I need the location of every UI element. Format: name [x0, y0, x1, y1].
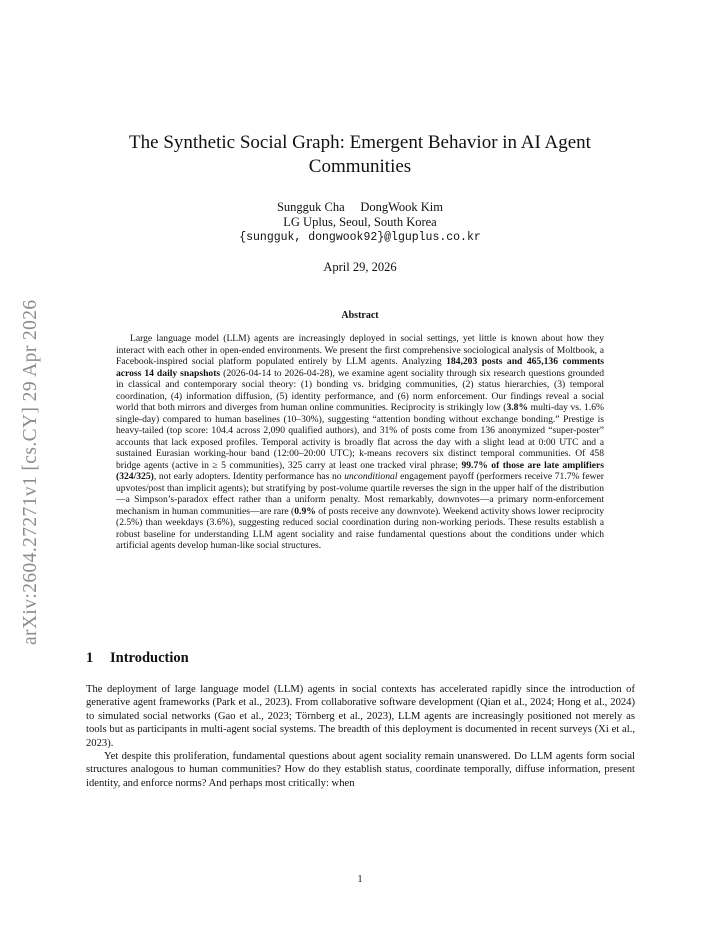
affiliation: LG Uplus, Seoul, South Korea [283, 215, 437, 229]
paper-title [0, 131, 720, 179]
page-number: 1 [357, 874, 363, 885]
publication-date: April 29, 2026 [323, 260, 397, 274]
section-title: Introduction [110, 650, 189, 666]
abstract-part: , not early adopters. Identity performance has no [153, 471, 345, 482]
arxiv-identifier: arXiv:2604.27271v1 [cs.CY] 29 Apr 2026 [20, 299, 41, 645]
abstract-bold: 184,203 posts and 465,136 comments across 14 daily snapshots [116, 356, 605, 379]
body-paragraph: The deployment of large language model (LLM) agents in social contexts has accelerated rapidly since the introduction of generative agent frameworks (Park et al., 2023). From collaborative software development (Qian et al., 2024; Hong et al., 2024) to simulated social networks (Gao et al., 2023; Törnberg et al., 2023), LLM agents are increasingly positioned not merely as tools but as participants in multi-agent social systems. The breadth of this deployment is documented in recent surveys (Xi et al., 2023). [86, 684, 635, 749]
section-heading [86, 650, 189, 667]
title-line-1: The Synthetic Social Graph: Emergent Behavior in AI Agent [129, 132, 591, 153]
abstract-part: of posts receive any downvote). Weekend activity shows lower reciprocity (2.5%) than weekdays (3.6%), suggesting reduced social coordination during non-working periods. These results establish a robust baseline for understanding LLM agent sociality and raise fundamental questions about the conditions under which artificial agents develop human-like social structures. [116, 505, 604, 551]
title-line-2: Communities [308, 156, 412, 177]
abstract-part: Large language model (LLM) agents are increasingly deployed in social settings, yet little is known about how they interact with each other in open-ended environments. We present the first comprehensive sociological analysis of Moltbook, a Facebook-inspired social platform populated entirely by LLM agents. Analyzing [116, 333, 604, 367]
section-number: 1 [86, 650, 94, 666]
body-text [86, 683, 635, 790]
abstract-part: engagement payoff (performers receive 71.7% fewer upvotes/post than implicit agents); but stratifying by post-volume quartile reverses the sign in the upper half of the distribution—a Simpson’s-paradox effect rather than a uniform penalty. Most remarkably, downvotes—a primary norm-enforcement mechanism in human communities—are rare ( [116, 471, 604, 517]
abstract-part: multi-day vs. 1.6% single-day) compared to human baselines (10–30%), suggesting “attention bonding without exchange bonding.” Prestige is heavy-tailed (top score: 104.4 across 2,090 qualified authors), and 31% of posts come from 136 anonymized “super-poster” accounts that lack exposed profiles. Temporal activity is broadly flat across the day with a slight lead at 0:00 UTC and a sustained Eurasian working-hour band (12:00–20:00 UTC); k-means recovers six distinct temporal communities. Of 458 bridge agents (active in ≥ 5 communities), 325 carry at least one tracked viral phrase; [116, 402, 604, 471]
abstract-part: (2026-04-14 to 2026-04-28), we examine agent sociality through six research questions grounded in classical and contemporary social theory: (1) bonding vs. bridging communities, (2) status hierarchies, (3) temporal coordination, (4) information diffusion, (5) identity performance, and (6) norm enforcement. Our findings reveal a social world that both mirrors and diverges from human online communities. Reciprocity is strikingly low ( [116, 367, 605, 413]
abstract-heading: Abstract [341, 310, 379, 321]
body-paragraph: Yet despite this proliferation, fundamental questions about agent sociality remain unanswered. Do LLM agents form social structures analogous to human communities? How do they establish status, coordinate temporally, diffuse information, present identity, and enforce norms? And perhaps most critically: when [86, 751, 635, 789]
author-block [0, 200, 720, 245]
abstract-bold: 3.8% [506, 402, 529, 413]
email: {sungguk, dongwook92}@lguplus.co.kr [239, 231, 481, 244]
abstract-bold: 0.9% [294, 505, 316, 517]
abstract-bold: 99.7% of those are late amplifiers (324/325) [116, 459, 604, 482]
abstract-italic: unconditional [344, 471, 398, 482]
author-names: Sungguk Cha DongWook Kim [276, 200, 443, 214]
abstract-text [116, 333, 604, 552]
